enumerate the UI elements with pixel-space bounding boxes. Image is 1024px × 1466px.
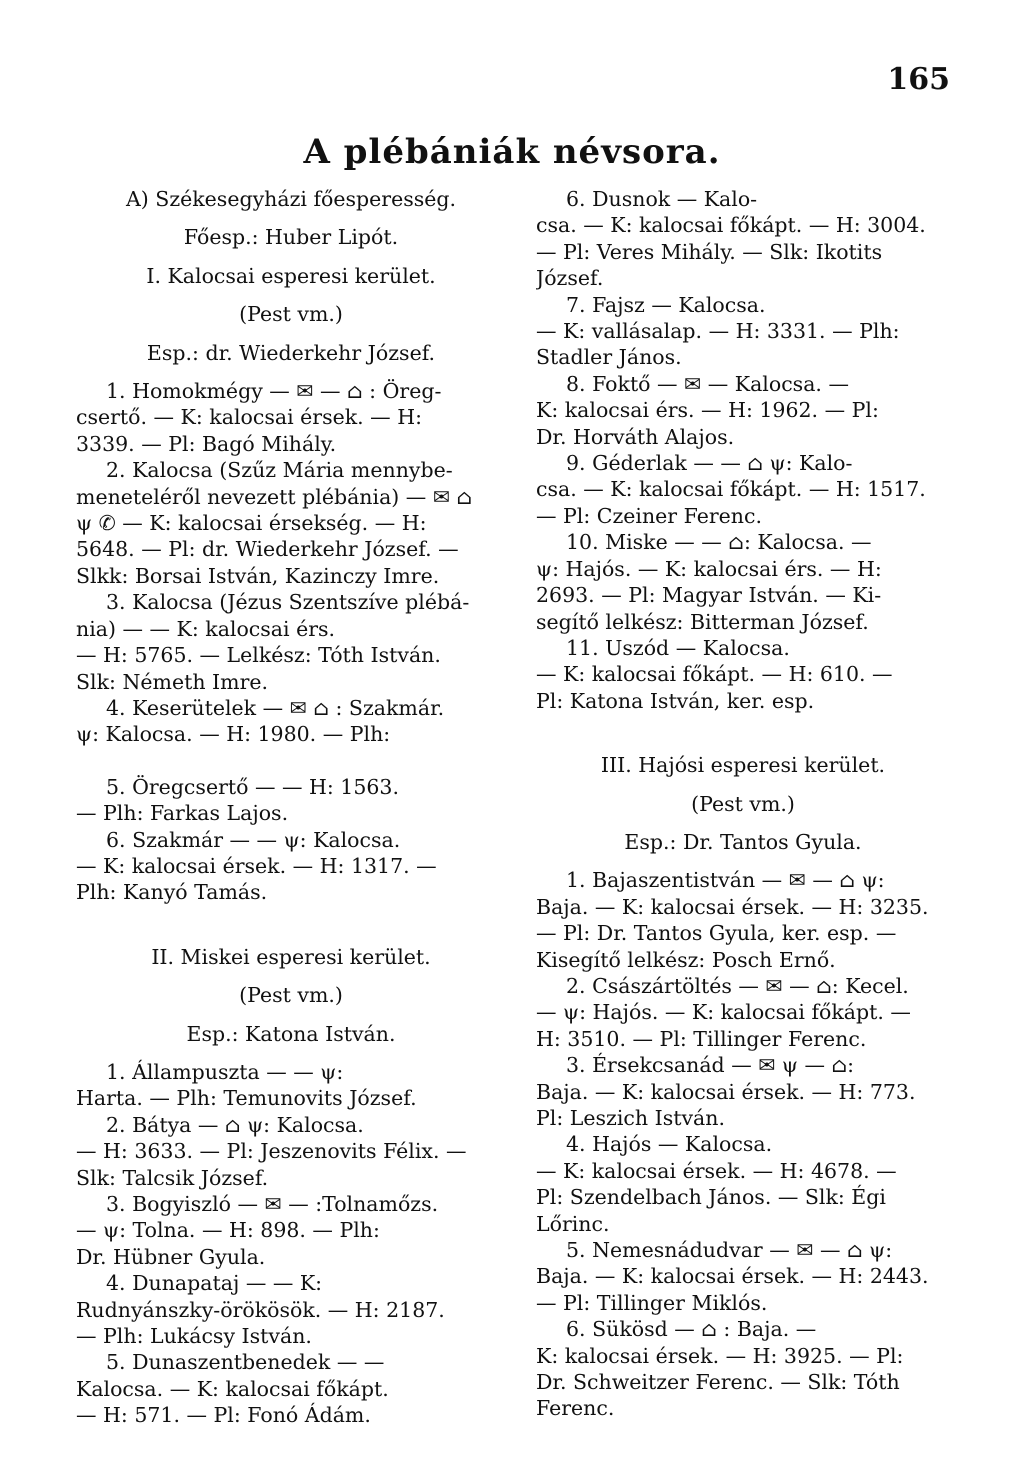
entry-line: Slk: Talcsik József. [76, 1165, 269, 1190]
entry-line: ψ: Hajós. — K: kalocsai érs. — H: [536, 556, 882, 581]
spacer [76, 289, 506, 301]
entry-line: 2. Kalocsa (Szűz Mária mennybe- [106, 458, 453, 483]
entry-line: Dr. Schweitzer Ferenc. — Slk: Tóth [536, 1370, 900, 1395]
entry-line: — Pl: Tillinger Miklós. [536, 1290, 768, 1315]
spacer [536, 714, 950, 752]
entry-line: 4. Keserütelek — ✉ ⌂ : Szakmár. [106, 695, 445, 720]
entry-line: Kalocsa. — K: kalocsai főkápt. [76, 1376, 389, 1401]
entry-line: 1. Homokmégy — ✉ — ⌂ : Öreg- [106, 379, 442, 404]
entry-line: 5648. — Pl: dr. Wiederkehr József. — [76, 537, 459, 562]
section-heading: I. Kalocsai esperesi kerület. [146, 263, 436, 288]
entry-line: csa. — K: kalocsai főkápt. — H: 3004. [536, 213, 926, 238]
entry-line: 2. Császártöltés — ✉ — ⌂: Kecel. [566, 973, 909, 998]
entry-line: K: kalocsai érs. — H: 1962. — Pl: [536, 398, 879, 423]
entry-line: — ψ: Tolna. — H: 898. — Plh: [76, 1218, 380, 1243]
entry-line: Plh: Kanyó Tamás. [76, 880, 268, 905]
entry-line: 3. Kalocsa (Jézus Szentszíve plébá- [106, 590, 470, 615]
entry-line: segítő lelkész: Bitterman József. [536, 609, 869, 634]
spacer [76, 748, 506, 774]
entry-line: — H: 5765. — Lelkész: Tóth István. [76, 643, 441, 668]
entry-line: Dr. Horváth Alajos. [536, 424, 735, 449]
entry-line: 8. Foktő — ✉ — Kalocsa. — [566, 371, 849, 396]
entry-line: Harta. — Plh: Temunovits József. [76, 1086, 417, 1111]
entry-line: 1. Állampuszta — — ψ: [106, 1059, 344, 1084]
entry-line: 4. Hajós — Kalocsa. [566, 1132, 773, 1157]
entry-line: Rudnyánszky-örökösök. — H: 2187. [76, 1297, 445, 1322]
left-column [76, 186, 506, 1429]
entry-line: Ferenc. [536, 1396, 615, 1421]
entry-line: ψ ✆ — K: kalocsai érsekség. — H: [76, 511, 427, 536]
entry-line: 6. Sükösd — ⌂ : Baja. — [566, 1317, 817, 1342]
entry-line: 9. Géderlak — — ⌂ ψ: Kalo- [566, 451, 853, 476]
entry-line: csa. — K: kalocsai főkápt. — H: 1517. [536, 477, 926, 502]
entry-line: — K: kalocsai főkápt. — H: 610. — [536, 662, 893, 687]
entry-line: 5. Öregcsertő — — H: 1563. [106, 774, 399, 799]
entry-line: H: 3510. — Pl: Tillinger Ferenc. [536, 1026, 867, 1051]
entry-line: József. [536, 266, 604, 291]
entry-line: — Pl: Czeiner Ferenc. [536, 503, 762, 528]
spacer [76, 251, 506, 263]
entry-line: 3. Érsekcsanád — ✉ ψ — ⌂: [566, 1053, 855, 1078]
entry-line: Pl: Leszich István. [536, 1106, 725, 1130]
section-heading: Főesp.: Huber Lipót. [183, 225, 399, 250]
section-heading: (Pest vm.) [691, 791, 795, 816]
entry-line: 3. Bogyiszló — ✉ — :Tolnamőzs. [106, 1192, 439, 1216]
entry-line: — K: vallásalap. — H: 3331. — Plh: [536, 319, 900, 344]
spacer [76, 1009, 506, 1021]
page-number: 165 [887, 62, 950, 97]
section-heading: (Pest vm.) [239, 302, 343, 327]
entry-line: 5. Nemesnádudvar — ✉ — ⌂ ψ: [566, 1238, 893, 1263]
entry-line: 11. Uszód — Kalocsa. [566, 635, 790, 660]
entry-line: Baja. — K: kalocsai érsek. — H: 773. [536, 1079, 916, 1104]
spacer [536, 817, 950, 829]
entry-line: Stadler János. [536, 345, 682, 370]
entry-line: — H: 571. — Pl: Fonó Ádám. [76, 1403, 371, 1428]
entry-line: 6. Dusnok — Kalo- [566, 187, 758, 211]
entry-line: 2693. — Pl: Magyar István. — Ki- [536, 583, 882, 608]
section-heading: Esp.: dr. Wiederkehr József. [146, 340, 436, 365]
entry-line: Baja. — K: kalocsai érsek. — H: 2443. [536, 1264, 929, 1289]
section-heading: Esp.: Dr. Tantos Gyula. [624, 829, 862, 854]
entry-line: ψ: Kalocsa. — H: 1980. — Plh: [76, 722, 391, 747]
section-heading: A) Székesegyházi főesperesség. [125, 187, 457, 211]
section-heading: III. Hajósi esperesi kerület. [600, 753, 886, 778]
entry-line: Slkk: Borsai István, Kazinczy Imre. [76, 563, 440, 588]
entry-line: Slk: Németh Imre. [76, 669, 269, 694]
entry-line: 2. Bátya — ⌂ ψ: Kalocsa. [106, 1112, 364, 1137]
spacer [76, 366, 506, 378]
entry-line: Lőrinc. [536, 1211, 610, 1236]
entry-line: Dr. Hübner Gyula. [76, 1244, 266, 1269]
entry-line: — Pl: Dr. Tantos Gyula, ker. esp. — [536, 921, 897, 946]
entry-line: 4. Dunapataj — — K: [106, 1271, 323, 1296]
entry-line: nia) — — K: kalocsai érs. [76, 616, 336, 641]
entry-line: K: kalocsai érsek. — H: 3925. — Pl: [536, 1343, 904, 1368]
spacer [76, 212, 506, 224]
entry-line: Pl: Szendelbach János. — Slk: Égi [536, 1185, 886, 1210]
entry-line: Baja. — K: kalocsai érsek. — H: 3235. [536, 894, 929, 919]
entry-line: 1. Bajaszentistván — ✉ — ⌂ ψ: [566, 868, 885, 893]
entry-line: — ψ: Hajós. — K: kalocsai főkápt. — [536, 1000, 911, 1025]
entry-line: — Pl: Veres Mihály. — Slk: Ikotits [536, 239, 883, 264]
spacer [76, 1047, 506, 1059]
entry-line: Pl: Katona István, ker. esp. [536, 688, 815, 713]
section-heading: Esp.: Katona István. [186, 1021, 396, 1046]
entry-line: csertő. — K: kalocsai érsek. — H: [76, 405, 422, 430]
entry-line: — H: 3633. — Pl: Jeszenovits Félix. — [76, 1139, 467, 1164]
spacer [76, 906, 506, 944]
entry-line: — Plh: Lukácsy István. [76, 1324, 312, 1349]
entry-line: 3339. — Pl: Bagó Mihály. [76, 431, 337, 456]
spacer [76, 970, 506, 982]
entry-line: — K: kalocsai érsek. — H: 4678. — [536, 1158, 897, 1183]
spacer [536, 779, 950, 791]
section-heading: II. Miskei esperesi kerület. [151, 944, 431, 969]
entry-line: 10. Miske — — ⌂: Kalocsa. — [566, 530, 872, 555]
page-title: A plébániák névsora. [303, 132, 721, 172]
entry-line: — K: kalocsai érsek. — H: 1317. — [76, 853, 437, 878]
entry-line: meneteléről nevezett plébánia) — ✉ ⌂ [76, 484, 473, 509]
entry-line: — Plh: Farkas Lajos. [76, 801, 289, 826]
entry-line: 5. Dunaszentbenedek — — [106, 1350, 385, 1375]
entry-line: 6. Szakmár — — ψ: Kalocsa. [106, 827, 401, 852]
right-column [536, 186, 950, 1422]
spacer [76, 328, 506, 340]
entry-line: 7. Fajsz — Kalocsa. [566, 292, 766, 317]
entry-line: Kisegítő lelkész: Posch Ernő. [536, 947, 836, 972]
section-heading: (Pest vm.) [239, 983, 343, 1008]
spacer [536, 855, 950, 867]
